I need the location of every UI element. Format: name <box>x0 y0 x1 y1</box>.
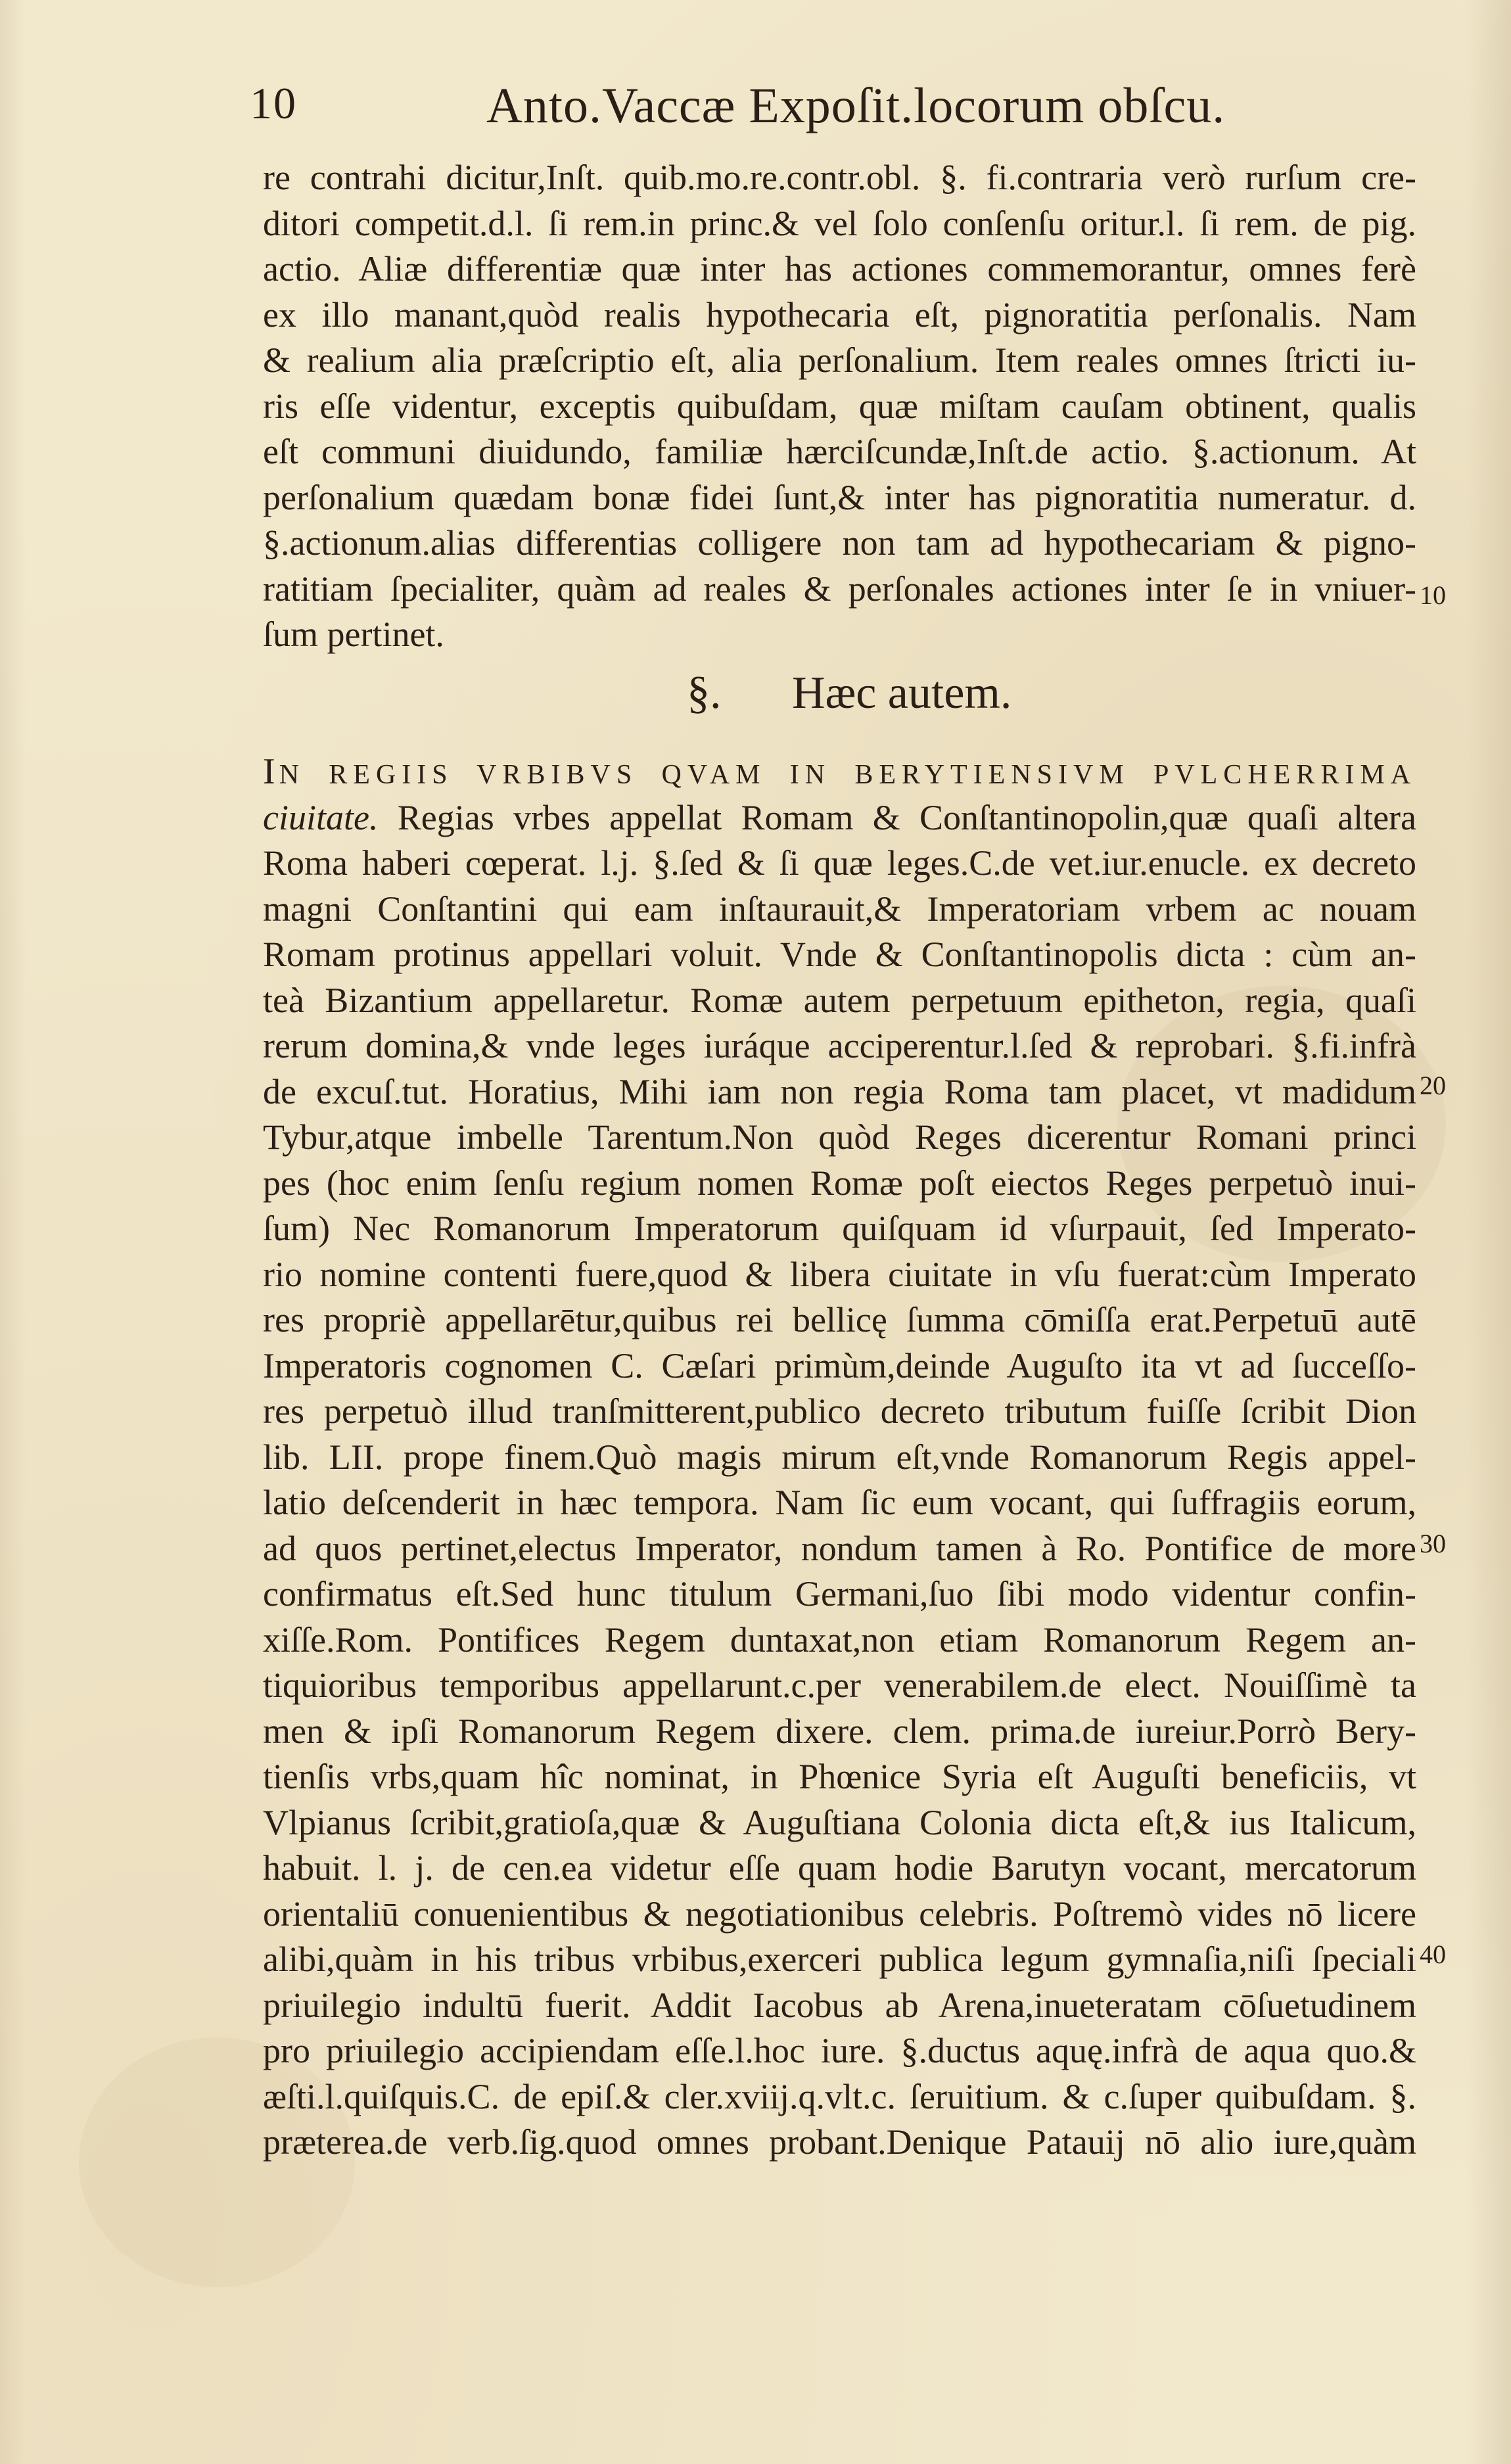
text-line: priuilegio indultū fuerit. Addit Iacobus ab Arena,inueteratam cōſuetudinem <box>263 1985 1416 2025</box>
text-line: Imperatoris cognomen C. Cæſari primùm,deinde Auguſto ita vt ad ſucceſſo- <box>263 1345 1416 1385</box>
text-line: rio nomine contenti fuere,quod & libera ciuitate in vſu fuerat:cùm Imperato <box>263 1254 1416 1294</box>
top-paragraph <box>263 155 1416 658</box>
line-number-marker: 30 <box>1420 1529 1446 1558</box>
text-line: perſonalium quædam bonæ fidei ſunt,& inter has pignoratitia numeratur. d. <box>263 477 1416 517</box>
text-line: æſti.l.quiſquis.C. de epiſ.& cler.xviij.q.vlt.c. ſeruitium. & c.ſuper quibuſdam. §. <box>263 2076 1416 2116</box>
section-mark: §. <box>687 668 722 718</box>
lemma-initial: I <box>263 751 279 792</box>
section-title: Hæc autem. <box>792 668 1012 718</box>
text-line: xiſſe.Rom. Pontifices Regem duntaxat,non etiam Romanorum Regem an- <box>263 1619 1416 1660</box>
text-line: re contrahi dicitur,Inſt. quib.mo.re.contr.obl. §. fi.contraria verò rurſum cre- <box>263 158 1416 197</box>
text-line: habuit. l. j. de cen.ea videtur eſſe quam hodie Barutyn vocant, mercatorum <box>263 1848 1416 1888</box>
text-line: ex illo manant,quòd realis hypothecaria eſt, pignoratitia perſonalis. Nam <box>263 294 1416 335</box>
text-line: ratitiam ſpecialiter, quàm ad reales & perſonales actiones inter ſe in vniuer- <box>263 569 1416 609</box>
text-line: teà Bizantium appellaretur. Romæ autem perpetuum epitheton, regia, quaſi <box>263 980 1416 1020</box>
text-line: orientaliū conuenientibus & negotiationibus celebris. Poſtremò vides nō licere <box>263 1894 1416 1934</box>
page-header <box>250 78 1341 150</box>
commentary-paragraph <box>263 749 1416 2166</box>
text-line: eſt communi diuidundo, familiæ hærciſcundæ,Inſt.de actio. §.actionum. At <box>263 432 1416 471</box>
text-line: latio deſcenderit in hæc tempora. Nam ſic eum vocant, qui ſuffragiis eorum, <box>263 1483 1416 1522</box>
text-line: Tybur,atque imbelle Tarentum.Non quòd Reges dicerentur Romani princi <box>263 1117 1416 1157</box>
section-heading <box>687 667 1147 720</box>
text-line: ris eſſe videntur, exceptis quibuſdam, quæ miſtam cauſam obtinent, qualis <box>263 386 1416 426</box>
text-line <box>263 795 1416 841</box>
text-line: §.actionum.alias differentias colligere non tam ad hypothecariam & pigno- <box>263 523 1416 563</box>
text-line: lib. LII. prope finem.Quò magis mirum eſt,vnde Romanorum Regis appel- <box>263 1437 1416 1477</box>
page-number: 10 <box>250 78 297 128</box>
text-line: res perpetuò illud tranſmitterent,publico decreto tributum fuiſſe ſcribit Dion <box>263 1391 1416 1431</box>
text-line: Roma haberi cœperat. l.j. §.ſed & ſi quæ leges.C.de vet.iur.enucle. ex decreto <box>263 843 1416 883</box>
text-line: ſum) Nec Romanorum Imperatorum quiſquam id vſurpauit, ſed Imperato- <box>263 1209 1416 1248</box>
text-line: pes (hoc enim ſenſu regium nomen Romæ poſt eiectos Reges perpetuò inui- <box>263 1163 1416 1203</box>
text-line: de excuſ.tut. Horatius, Mihi iam non regia Roma tam placet, vt madidum <box>263 1071 1416 1111</box>
text-line: alibi,quàm in his tribus vrbibus,exerceri publica legum gymnaſia,niſi ſpeciali <box>263 1940 1416 1979</box>
text-line: Romam protinus appellari voluit. Vnde & Conſtantinopolis dicta : cùm an- <box>263 935 1416 974</box>
running-head: Anto.Vaccæ Expoſit.locorum obſcu. <box>486 78 1226 133</box>
line-number-marker: 10 <box>1420 580 1446 610</box>
text-line: præterea.de verb.ſig.quod omnes probant.Denique Patauij nō alio iure,quàm <box>263 2122 1416 2162</box>
lemma-italic: ciuitate. <box>263 797 379 837</box>
text-line: ſum pertinet. <box>263 615 444 654</box>
text-line: & realium alia præſcriptio eſt, alia perſonalium. Item reales omnes ſtricti iu- <box>263 340 1416 380</box>
text-line: ditori competit.d.l. ſi rem.in princ.& vel ſolo conſenſu oritur.l. ſi rem. de pig. <box>263 203 1416 243</box>
text-line: actio. Aliæ differentiæ quæ inter has actiones commemorantur, omnes ferè <box>263 249 1416 289</box>
text-line: men & ipſi Romanorum Regem dixere. clem. prima.de iureiur.Porrò Bery- <box>263 1711 1416 1751</box>
line-number-marker: 20 <box>1420 1071 1446 1100</box>
text-line: ad quos pertinet,electus Imperator, nondum tamen à Ro. Pontifice de more <box>263 1528 1416 1568</box>
text-line: magni Conſtantini qui eam inſtaurauit,& Imperatoriam vrbem ac nouam <box>263 889 1416 929</box>
text-line: tienſis vrbs,quam hîc nominat, in Phœnice Syria eſt Auguſti beneficiis, vt <box>263 1757 1416 1796</box>
text-line: res propriè appellarētur,quibus rei bellicę ſumma cōmiſſa erat.Perpetuū autē <box>263 1300 1416 1339</box>
text-line: tiquioribus temporibus appellarunt.c.per venerabilem.de elect. Nouiſſimè ta <box>263 1665 1416 1705</box>
lemma-text: N REGIIS VRBIBVS QVAM IN BERYTIENSIVM PVLCHERRIMA <box>279 760 1416 790</box>
text-line: Vlpianus ſcribit,gratioſa,quæ & Auguſtiana Colonia dicta eſt,& ius Italicum, <box>263 1802 1416 1842</box>
text-line: rerum domina,& vnde leges iuráque acciperentur.l.ſed & reprobari. §.fi.infrà <box>263 1026 1416 1065</box>
text-line: confirmatus eſt.Sed hunc titulum Germani,ſuo ſibi modo videntur confin- <box>263 1574 1416 1614</box>
line-number-marker: 40 <box>1420 1940 1446 1969</box>
lemma-line <box>263 749 1416 795</box>
text-line-rest: Regias vrbes appellat Romam & Conſtantinopolin,quæ quaſi altera <box>378 797 1416 837</box>
text-line: pro priuilegio accipiendam eſſe.l.hoc iure. §.ductus aquę.infrà de aqua quo.& <box>263 2031 1416 2070</box>
